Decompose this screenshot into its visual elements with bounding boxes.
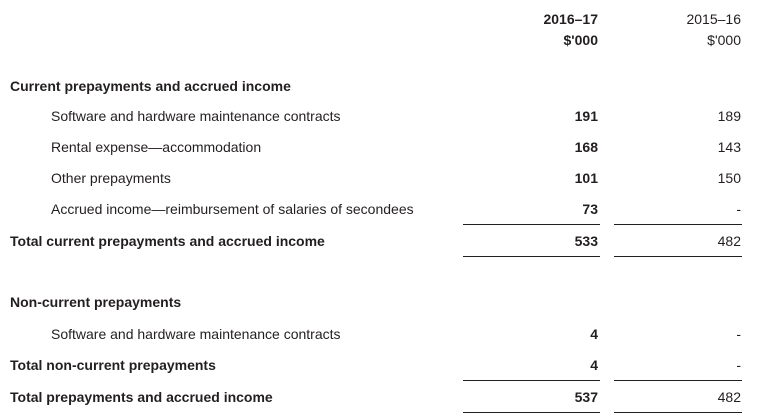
grand-subtotal-rule-current xyxy=(463,380,600,381)
grand-total-value-current: 537 xyxy=(574,389,598,405)
grand-total-rule-current xyxy=(463,412,600,413)
total-label-noncurrent-section: Total non-current prepayments xyxy=(10,357,216,373)
row-label: Accrued income—reimbursement of salaries of secondees xyxy=(51,201,414,217)
grand-subtotal-rule-prior xyxy=(614,380,742,381)
row-value-prior: 189 xyxy=(717,108,741,124)
grand-total-value-prior: 482 xyxy=(717,389,741,405)
header-current-year: 2016–17 xyxy=(543,11,598,27)
row-value-prior: 150 xyxy=(717,170,741,186)
subtotal-rule-prior xyxy=(614,224,742,225)
row-value-current: 168 xyxy=(574,139,598,155)
row-value-prior: - xyxy=(736,326,741,342)
subtotal-rule-current xyxy=(463,224,600,225)
total-label-current-section: Total current prepayments and accrued income xyxy=(10,233,325,249)
row-label: Software and hardware maintenance contracts xyxy=(51,326,341,342)
row-label: Software and hardware maintenance contracts xyxy=(51,108,341,124)
header-current-unit: $'000 xyxy=(563,32,598,48)
row-value-current: 101 xyxy=(574,170,598,186)
section-heading-noncurrent: Non-current prepayments xyxy=(10,294,182,310)
row-value-prior: 143 xyxy=(717,139,741,155)
total-value-prior: - xyxy=(736,357,741,373)
total-value-prior: 482 xyxy=(717,233,741,249)
total-value-current: 4 xyxy=(590,357,598,373)
row-value-current: 73 xyxy=(582,201,598,217)
header-prior-year: 2015–16 xyxy=(686,11,741,27)
row-value-prior: - xyxy=(736,201,741,217)
grand-total-rule-prior xyxy=(614,412,742,413)
header-prior-unit: $'000 xyxy=(707,32,741,48)
row-label: Rental expense—accommodation xyxy=(51,139,262,155)
grand-total-label: Total prepayments and accrued income xyxy=(10,389,273,405)
row-value-current: 4 xyxy=(590,326,598,342)
total-rule-prior xyxy=(614,256,742,257)
total-value-current: 533 xyxy=(574,233,598,249)
row-label: Other prepayments xyxy=(51,170,171,186)
section-heading-current: Current prepayments and accrued income xyxy=(10,78,291,94)
total-rule-current xyxy=(463,256,600,257)
row-value-current: 191 xyxy=(574,108,598,124)
